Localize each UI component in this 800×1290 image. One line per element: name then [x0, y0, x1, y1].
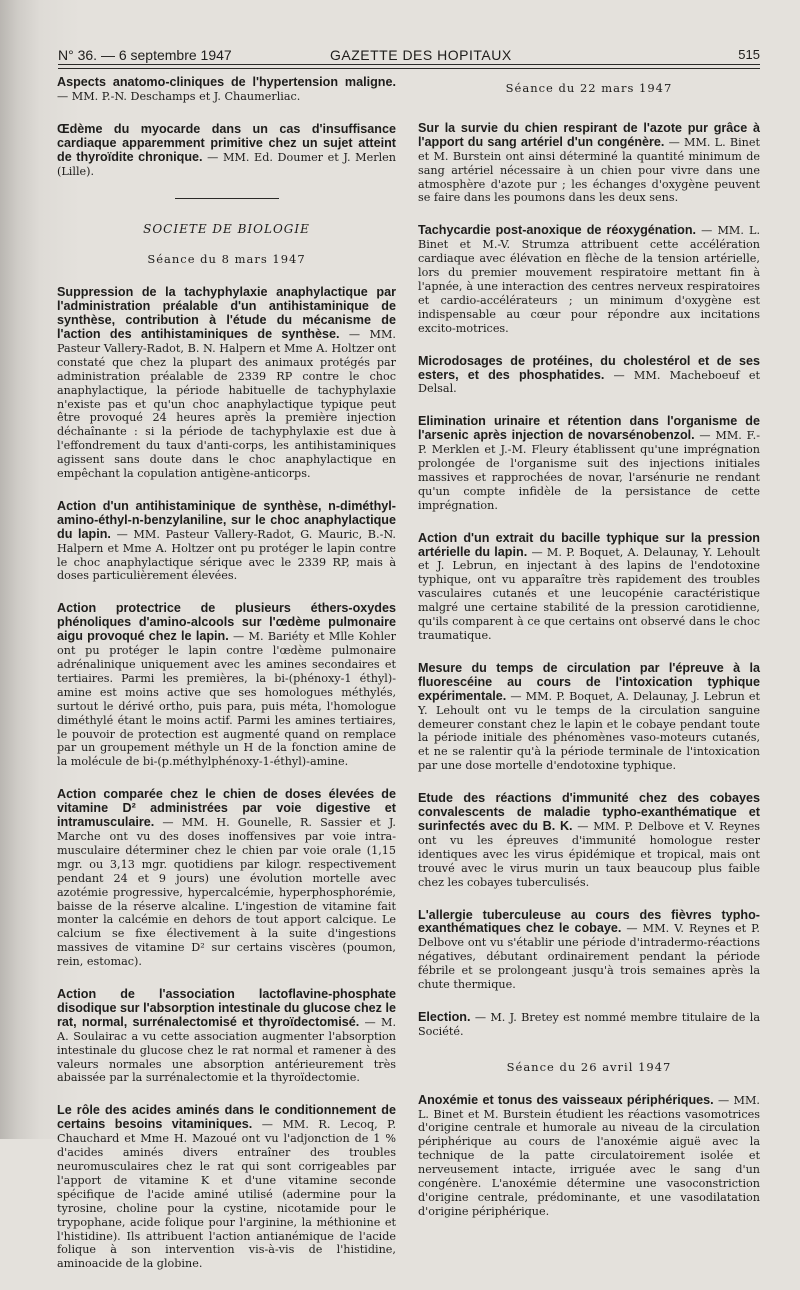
article-body: — MM. P. Boquet, A. Delaunay, J. Lebrun et Y. Lehoult ont vu le temps de la circulation sanguine demeurer constant chez le lapin et le cobaye pendant toute la période initiale des phénomènes vaso-moteurs cutanés, et ne se ralentir qu'à la période terminale de l'intoxication par une dose mortelle d'endotoxine typhique.	[418, 689, 760, 773]
article	[418, 1011, 760, 1039]
article-body: — M. P. Boquet, A. Delaunay, Y. Lehoult et J. Lebrun, en injectant à des lapins de l'endotoxine typhique, ont vu apparaître très rapidement des troubles vasculaires cutanés et une leucopénie caractéristique malgré une certaine stabilité de la pression carotidienne, qu'ils comparent à ce que certains ont observé dans le choc traumatique.	[418, 545, 761, 642]
article-title: Microdosages de protéines, du cholestérol et de ses esters, et des phosphatides.	[418, 353, 760, 382]
article	[57, 76, 396, 104]
article	[57, 123, 396, 179]
article	[57, 1104, 396, 1271]
article	[57, 500, 396, 583]
article-body: — MM. Pasteur Vallery-Radot, G. Mauric, B.-N. Halpern et Mme A. Holtzer ont pu protéger le lapin contre le choc anaphylactique sérique avec le 2339 RP, mais à doses particulièrement élevées.	[57, 527, 396, 583]
journal-title: GAZETTE DES HOPITAUX	[330, 47, 512, 63]
article-body: — MM. Pasteur Vallery-Radot, B. N. Halpern et Mme A. Holtzer ont constaté que chez la plupart des animaux protégés par administration préalable de 2339 RP contre le choc anaphylactique, la période habituelle de tachyphylaxie n'existe pas et qu'un choc anaphylactique typique peut être provoqué 24 heures après la première injection déchaînante : si la période de tachyphylaxie est due à l'effondrement du taux d'anti-corps, les antihistaminiques agissent sans doute dans le choc anaphylactique en empêchant la copulation antigène-anticorps.	[57, 327, 396, 481]
article	[418, 415, 760, 512]
article-body: — MM. P.-N. Deschamps et J. Chaumerliac.	[57, 89, 301, 103]
seance-heading: Séance du 26 avril 1947	[506, 1059, 672, 1074]
article-title: Action d'un antihistaminique de synthèse, n-diméthyl-amino-éthyl-n-benzylaniline, sur le choc anaphylactique du lapin.	[57, 498, 396, 541]
header-rule	[58, 64, 760, 65]
article-body: — MM. F.-P. Merklen et J.-M. Fleury établissent qu'une imprégnation prolongée de l'organisme suit des injections initiales massives et rapprochées de novar, l'arsénurie ne rendant qu'un compte infidèle de la persistance de cette imprégnation.	[418, 429, 760, 512]
article	[57, 602, 396, 769]
article-title: Elimination urinaire et rétention dans l'organisme de l'arsenic après injection de novarsénobenzol.	[418, 414, 760, 443]
seance-heading: Séance du 8 mars 1947	[147, 252, 306, 267]
article	[418, 662, 760, 773]
article	[418, 532, 760, 643]
header-rule-thin	[58, 68, 760, 69]
article-title: Sur la survie du chien respirant de l'azote pur grâce à l'apport du sang artériel d'un congénère.	[418, 120, 760, 149]
article-title: Tachycardie post-anoxique de réoxygénation.	[418, 223, 697, 238]
article-body: — MM. Macheboeuf et Delsal.	[418, 368, 761, 396]
article-body: — MM. L. Binet et M. Burstein étudient les réactions vasomotrices d'origine centrale et humorale au niveau de la circulation périphérique au cours de l'anoxémie aiguë avec la technique de la patte circulatoirement isolée et nerveusement intacte, irriguée avec le sang d'un congénère. L'anoxémie détermine une vasoconstriction d'origine centrale, prédominante, et une vasodilatation d'origine périphérique.	[418, 1093, 760, 1218]
article-title: Mesure du temps de circulation par l'épreuve à la fluorescéine au cours de l'intoxication typhique expérimentale.	[418, 660, 760, 703]
page-header	[58, 45, 760, 65]
article-body: — MM. H. Gounelle, R. Sassier et J. Marche ont vu des doses inoffensives par voie intra-musculaire déterminer chez le chien par voie orale (1,15 mgr. ou 3,13 mgr. quotidiens par kilogr. respectivement pendant 24 et 9 jours) une évolution mortelle avec azotémie progressive, hypercalcémie, hyperphosphorémie, baisse de la réserve alcaline. L'ingestion de vitamine fait monter la calcémie en dehors de tout apport calcique. Le calcium se fixe électivement à la suite d'ingestions massives de vitamine D² sur certains viscères (poumon, rein, estomac).	[57, 816, 396, 969]
article-title: Œdème du myocarde dans un cas d'insuffisance cardiaque apparemment primitive chez un sujet atteint de thyroïdite chronique.	[57, 121, 396, 164]
article-title: Action de l'association lactoflavine-phosphate disodique sur l'absorption intestinale du glucose chez le rat, normal, surrénalectomisé et thyroïdectomisé.	[57, 987, 396, 1029]
section-divider	[175, 198, 279, 199]
article	[418, 792, 760, 889]
article	[418, 224, 760, 335]
article	[418, 355, 760, 397]
article-title: L'allergie tuberculeuse au cours des fièvres typho-exanthématiques chez le cobaye.	[418, 907, 760, 936]
article	[57, 286, 396, 481]
seance-heading: Séance du 22 mars 1947	[505, 81, 673, 95]
article	[418, 909, 760, 992]
page-number: 515	[738, 47, 760, 62]
article-body: — MM. L. Binet et M.-V. Strumza attribuent cette accélération cardiaque avec élévation en flèche de la tension artérielle, lors du premier mouvement respiratoire mettant fin à l'apnée, à une interaction des centres nerveux respiratoires et cardio-accélérateurs ; un minimum d'oxygène est indispensable au cœur pour répondre aux incitations excito-motrices.	[418, 224, 760, 335]
article-title: Etude des réactions d'immunité chez des cobayes convalescents de maladie typho-exanthématique et surinfectés avec du B. K.	[418, 791, 760, 833]
article-title: Election.	[418, 1009, 471, 1024]
society-heading: SOCIETE DE BIOLOGIE	[143, 222, 310, 237]
article-title: Suppression de la tachyphylaxie anaphylactique par l'administration préalable d'un antihistaminique de synthèse, contribution à l'étude du mécanisme de l'action des antihistaminiques de synthèse.	[57, 285, 396, 341]
article-body: — MM. Ed. Doumer et J. Merlen (Lille).	[57, 150, 396, 178]
article-body: — MM. V. Reynes et P. Delbove ont vu s'établir une période d'intradermo-réactions négatives, débutant ordinairement pendant la période fébrile et se prolongeant jusqu'à trois semaines après la chute thermique.	[418, 922, 760, 992]
article	[418, 122, 760, 205]
left-column	[57, 76, 396, 1290]
article	[418, 1094, 760, 1219]
article-body: — M. J. Bretey est nommé membre titulaire de la Société.	[418, 1010, 760, 1038]
right-column	[418, 76, 760, 1238]
article-body: — M. Bariéty et Mlle Kohler ont pu protéger le lapin contre l'œdème pulmonaire adrénalinique uniquement avec les amines secondaires et tertiaires. Parmi les premières, la bi-(phénoxy-1 éthyl)-amine est moins active que ses homologues méthylés, surtout le dérivé ortho, puis para, puis méta, l'homologue diméthylé étant le moins actif. Parmi les amines tertiaires, le pouvoir de protection est augmenté quand on remplace par un groupement méthyle un H de la fonction amine de la molécule de bi-(p.méthylphénoxy-1-éthyl)-amine.	[57, 630, 396, 769]
article-title: Action d'un extrait du bacille typhique sur la pression artérielle du lapin.	[418, 530, 760, 559]
article-title: Anoxémie et tonus des vaisseaux périphériques.	[418, 1092, 714, 1107]
article	[57, 788, 396, 969]
article-title: Action protectrice de plusieurs éthers-oxydes phénoliques d'amino-alcools sur l'œdème pulmonaire aigu provoqué chez le lapin.	[57, 601, 396, 644]
article	[57, 988, 396, 1085]
article-title: Le rôle des acides aminés dans le conditionnement de certains besoins vitaminiques.	[57, 1103, 396, 1132]
article-body: — M. A. Soulairac a vu cette association augmenter l'absorption intestinale du glucose chez le rat normal et ramener à des valeurs normales une absorption antérieurement très abaissée par la surrénalectomie et la thyroïdectomie.	[57, 1015, 397, 1085]
article-body: — MM. P. Delbove et V. Reynes ont vu les épreuves d'immunité homologue rester identiques avec les virus épidémique et tropical, mais ont trouvé avec le virus murin un taux beaucoup plus faible chez les cobayes tuberculisés.	[418, 819, 761, 889]
article-title: Aspects anatomo-cliniques de l'hypertension maligne.	[57, 75, 396, 89]
article-body: — MM. L. Binet et M. Burstein ont ainsi déterminé la quantité minimum de sang artériel nécessaire à un chien pour vivre dans une atmosphère d'azote pur ; les échanges d'oxygène peuvent se faire dans les poumons dans les deux sens.	[418, 135, 760, 205]
article-body: — MM. R. Lecoq, P. Chauchard et Mme H. Mazoué ont vu l'adjonction de 1 % d'acides aminés divers entraîner des troubles neuromusculaires chez le rat qui sont corrigeables par l'apport de vitamine K et d'une vitamine seconde spécifique de l'acide aminé utilisé (adermine pour la tyrosine, choline pour la cystine, nicotamide pour le trypophane, acide folique pour l'arginine, la méthionine et l'histidine). Ils attribuent l'action antianémique de l'acide folique à son intervention vis-à-vis de l'histidine, aminoacide de la globine.	[57, 1118, 396, 1271]
article-title: Action comparée chez le chien de doses élevées de vitamine D² administrées par voie digestive et intramusculaire.	[57, 787, 396, 830]
issue-date: N° 36. — 6 septembre 1947	[58, 47, 232, 63]
